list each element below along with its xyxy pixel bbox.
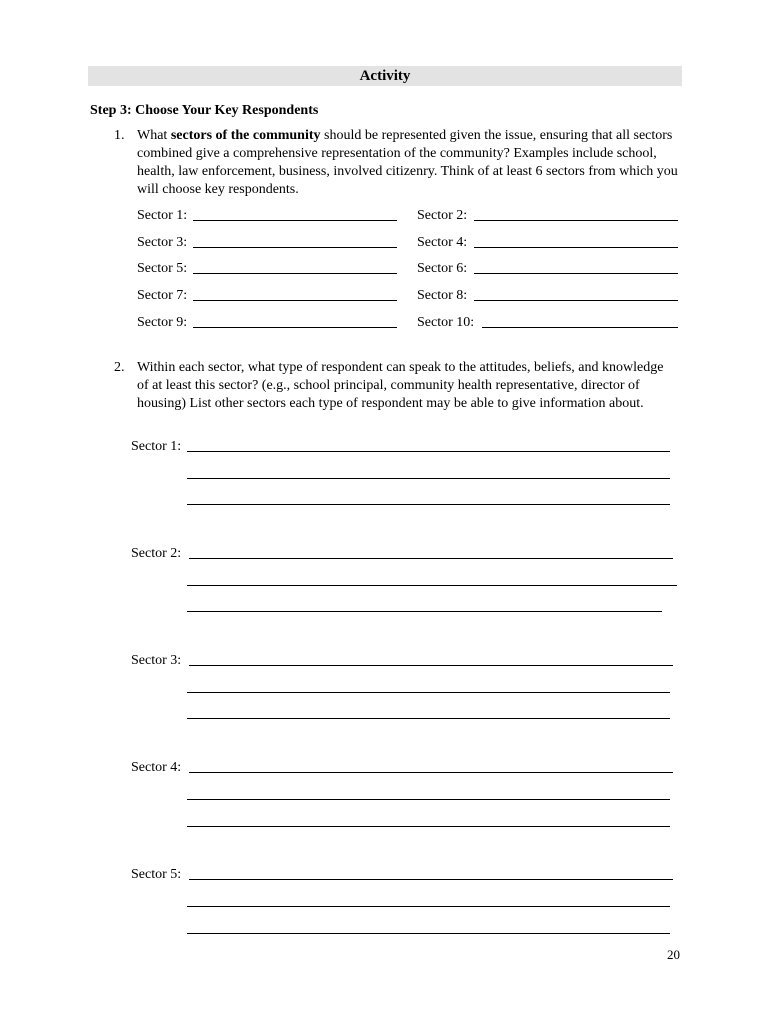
q2-sector-2-line-2[interactable]: [187, 585, 677, 586]
activity-banner: [88, 66, 682, 86]
q2-sector-3-line-2[interactable]: [187, 692, 670, 693]
q1-sector-4-line[interactable]: [474, 247, 678, 248]
q1-sector-3-label: Sector 3:: [137, 235, 188, 250]
q2-sector-3-label: Sector 3:: [131, 653, 182, 668]
q1-sector-7-line[interactable]: [193, 300, 397, 301]
q1-sector-10-label: Sector 10:: [417, 315, 475, 330]
q2-sector-5-line-1[interactable]: [189, 879, 673, 880]
q2-sector-2-line-3[interactable]: [187, 611, 662, 612]
question-1-text-after: should be represented given the issue, ensuring that all sectors combined give a comprehensive representation of the community? Examples include school, health, law enforcement, business, involved citizenry. Think of at least 6 sectors from which you will choose key respondents.: [137, 128, 678, 197]
page-number: 20: [667, 947, 680, 962]
q2-sector-1-line-1[interactable]: [187, 451, 670, 452]
q1-sector-8-label: Sector 8:: [417, 288, 468, 303]
q1-sector-5-line[interactable]: [193, 273, 397, 274]
q1-sector-1-line[interactable]: [193, 220, 397, 221]
step-heading: Step 3: Choose Your Key Respondents: [90, 103, 319, 118]
q1-sector-6-label: Sector 6:: [417, 261, 468, 276]
q1-sector-9-label: Sector 9:: [137, 315, 188, 330]
question-1-text-before: What: [137, 128, 171, 143]
activity-title: Activity: [359, 68, 411, 84]
q2-sector-3-line-1[interactable]: [189, 665, 673, 666]
q1-sector-7-label: Sector 7:: [137, 288, 188, 303]
q2-sector-5-line-3[interactable]: [187, 933, 670, 934]
q1-sector-5-label: Sector 5:: [137, 261, 188, 276]
q2-sector-2-label: Sector 2:: [131, 546, 182, 561]
question-1-number: 1.: [114, 128, 125, 143]
question-2-text: Within each sector, what type of respondent can speak to the attitudes, beliefs, and knowledge of at least this sector? (e.g., school principal, community health representative, director of housing) List other sectors each type of respondent may be able to give information about.: [137, 360, 664, 411]
q2-sector-4-line-2[interactable]: [187, 799, 670, 800]
q1-sector-6-line[interactable]: [474, 273, 678, 274]
q2-sector-1-line-3[interactable]: [187, 504, 670, 505]
q2-sector-2-line-1[interactable]: [189, 558, 673, 559]
question-2-number: 2.: [114, 360, 125, 375]
q2-sector-4-label: Sector 4:: [131, 760, 182, 775]
q2-sector-4-line-1[interactable]: [189, 772, 673, 773]
q2-sector-5-label: Sector 5:: [131, 867, 182, 882]
q1-sector-1-label: Sector 1:: [137, 208, 188, 223]
q1-sector-8-line[interactable]: [474, 300, 678, 301]
question-1-text-bold: sectors of the community: [170, 128, 321, 143]
q1-sector-2-line[interactable]: [474, 220, 678, 221]
q2-sector-1-line-2[interactable]: [187, 478, 670, 479]
q1-sector-10-line[interactable]: [482, 327, 678, 328]
q1-sector-4-label: Sector 4:: [417, 235, 468, 250]
q1-sector-3-line[interactable]: [193, 247, 397, 248]
q2-sector-4-line-3[interactable]: [187, 826, 670, 827]
q2-sector-3-line-3[interactable]: [187, 718, 670, 719]
q1-sector-9-line[interactable]: [193, 327, 397, 328]
q1-sector-2-label: Sector 2:: [417, 208, 468, 223]
question-1-text: [137, 127, 682, 199]
q2-sector-1-label: Sector 1:: [131, 439, 182, 454]
q2-sector-5-line-2[interactable]: [187, 906, 670, 907]
